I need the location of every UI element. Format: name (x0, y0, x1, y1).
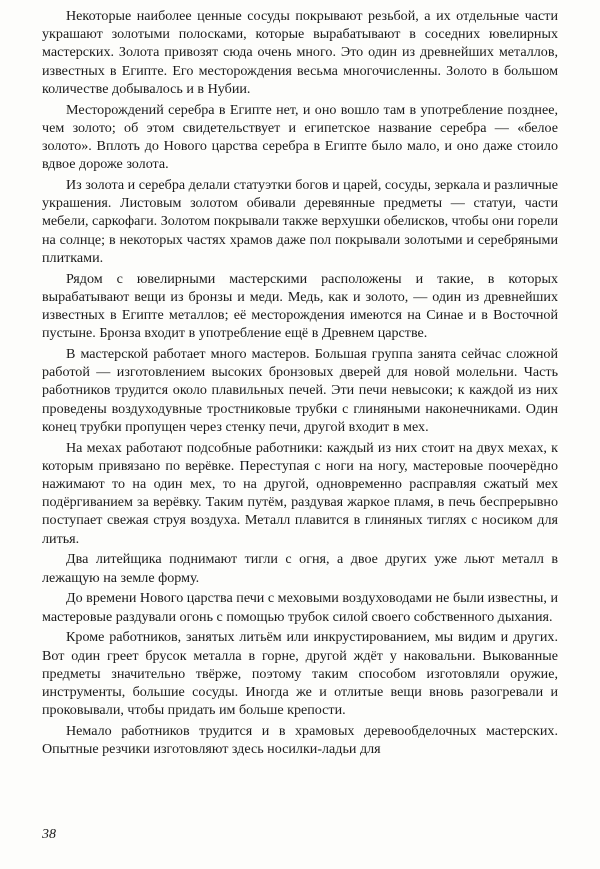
paragraph-forging: Кроме работников, занятых литьём или инкрустированием, мы видим и других. Вот один греет брусок металла в горне, другой ждёт у наковальни. Выкованные предметы значительно твёрже, поэтому таким способом изготовляли оружие, инструменты, большие сосуды. Иногда же и отлитые вещи вновь разогревали и проковывали, чтобы придать им больше крепости. (42, 629, 558, 719)
paragraph-gold-silver-uses: Из золота и серебра делали статуэтки богов и царей, сосуды, зеркала и различные украшения. Листовым золотом обивали деревянные предметы — статуи, части мебели, саркофаги. Золотом покрывали также верхушки обелисков, чтобы они горели на солнце; в некоторых частях храмов даже пол покрывали золотыми и серебряными плитками. (42, 177, 558, 266)
paragraph-gold-vessels: Некоторые наиболее ценные сосуды покрывают резьбой, а их отдельные части украшают золотыми полосками, которые вырабатывают в соседних ювелирных мастерских. Золота привозят сюда очень много. Это один из древнейших металлов, известных в Египте. Его месторождения весьма многочисленны. Золото в большом количестве добывалось и в Нубии. (42, 8, 558, 97)
paragraph-workshop: В мастерской работает много мастеров. Большая группа занята сейчас сложной работой — изготовлением высоких бронзовых дверей для новой молельни. Часть работников трудится около плавильных печей. Эти печи невысоки; к каждой из них проведены воздуходувные тростниковые трубки с глиняными наконечниками. Один конец трубки пропущен через стенку печи, другой входит в мех. (42, 346, 558, 435)
paragraph-new-kingdom: До времени Нового царства печи с меховыми воздуховодами не были известны, и мастеровые раздували огонь с помощью трубок силой своего собственного дыхания. (42, 590, 558, 625)
body-text (42, 7, 558, 761)
paragraph-casters: Два литейщика поднимают тигли с огня, а двое других уже льют металл в лежащую на земле форму. (42, 551, 558, 586)
paragraph-bronze-copper: Рядом с ювелирными мастерскими расположены и такие, в которых вырабатывают вещи из бронзы и меди. Медь, как и золото, — один из древнейших известных в Египте металлов; её месторождения имеются на Синае и в Восточной пустыне. Бронза входит в употребление ещё в Древнем царстве. (42, 270, 558, 342)
page-number: 38 (42, 827, 56, 842)
paragraph-woodwork: Немало работников трудится и в храмовых деревообделочных мастерских. Опытные резчики изготовляют здесь носилки-ладьи для (42, 723, 558, 758)
paragraph-bellows: На мехах работают подсобные работники: каждый из них стоит на двух мехах, к которым привязано по верёвке. Переступая с ноги на ногу, мастеровые поочерёдно нажимают то на один мех, то на другой, одновременно расправляя сжатый мех подёргиванием за верёвку. Таким путём, раздувая жаркое пламя, в печь беспрерывно поступает свежая струя воздуха. Металл плавится в глиняных тиглях с носиком для литья. (42, 439, 558, 547)
paragraph-silver: Месторождений серебра в Египте нет, и оно вошло там в употребление позднее, чем золото; об этом свидетельствует и египетское название серебра — «белое золото». Вплоть до Нового царства серебра в Египте было мало, и оно даже стоило вдвое дороже золота. (42, 101, 558, 173)
